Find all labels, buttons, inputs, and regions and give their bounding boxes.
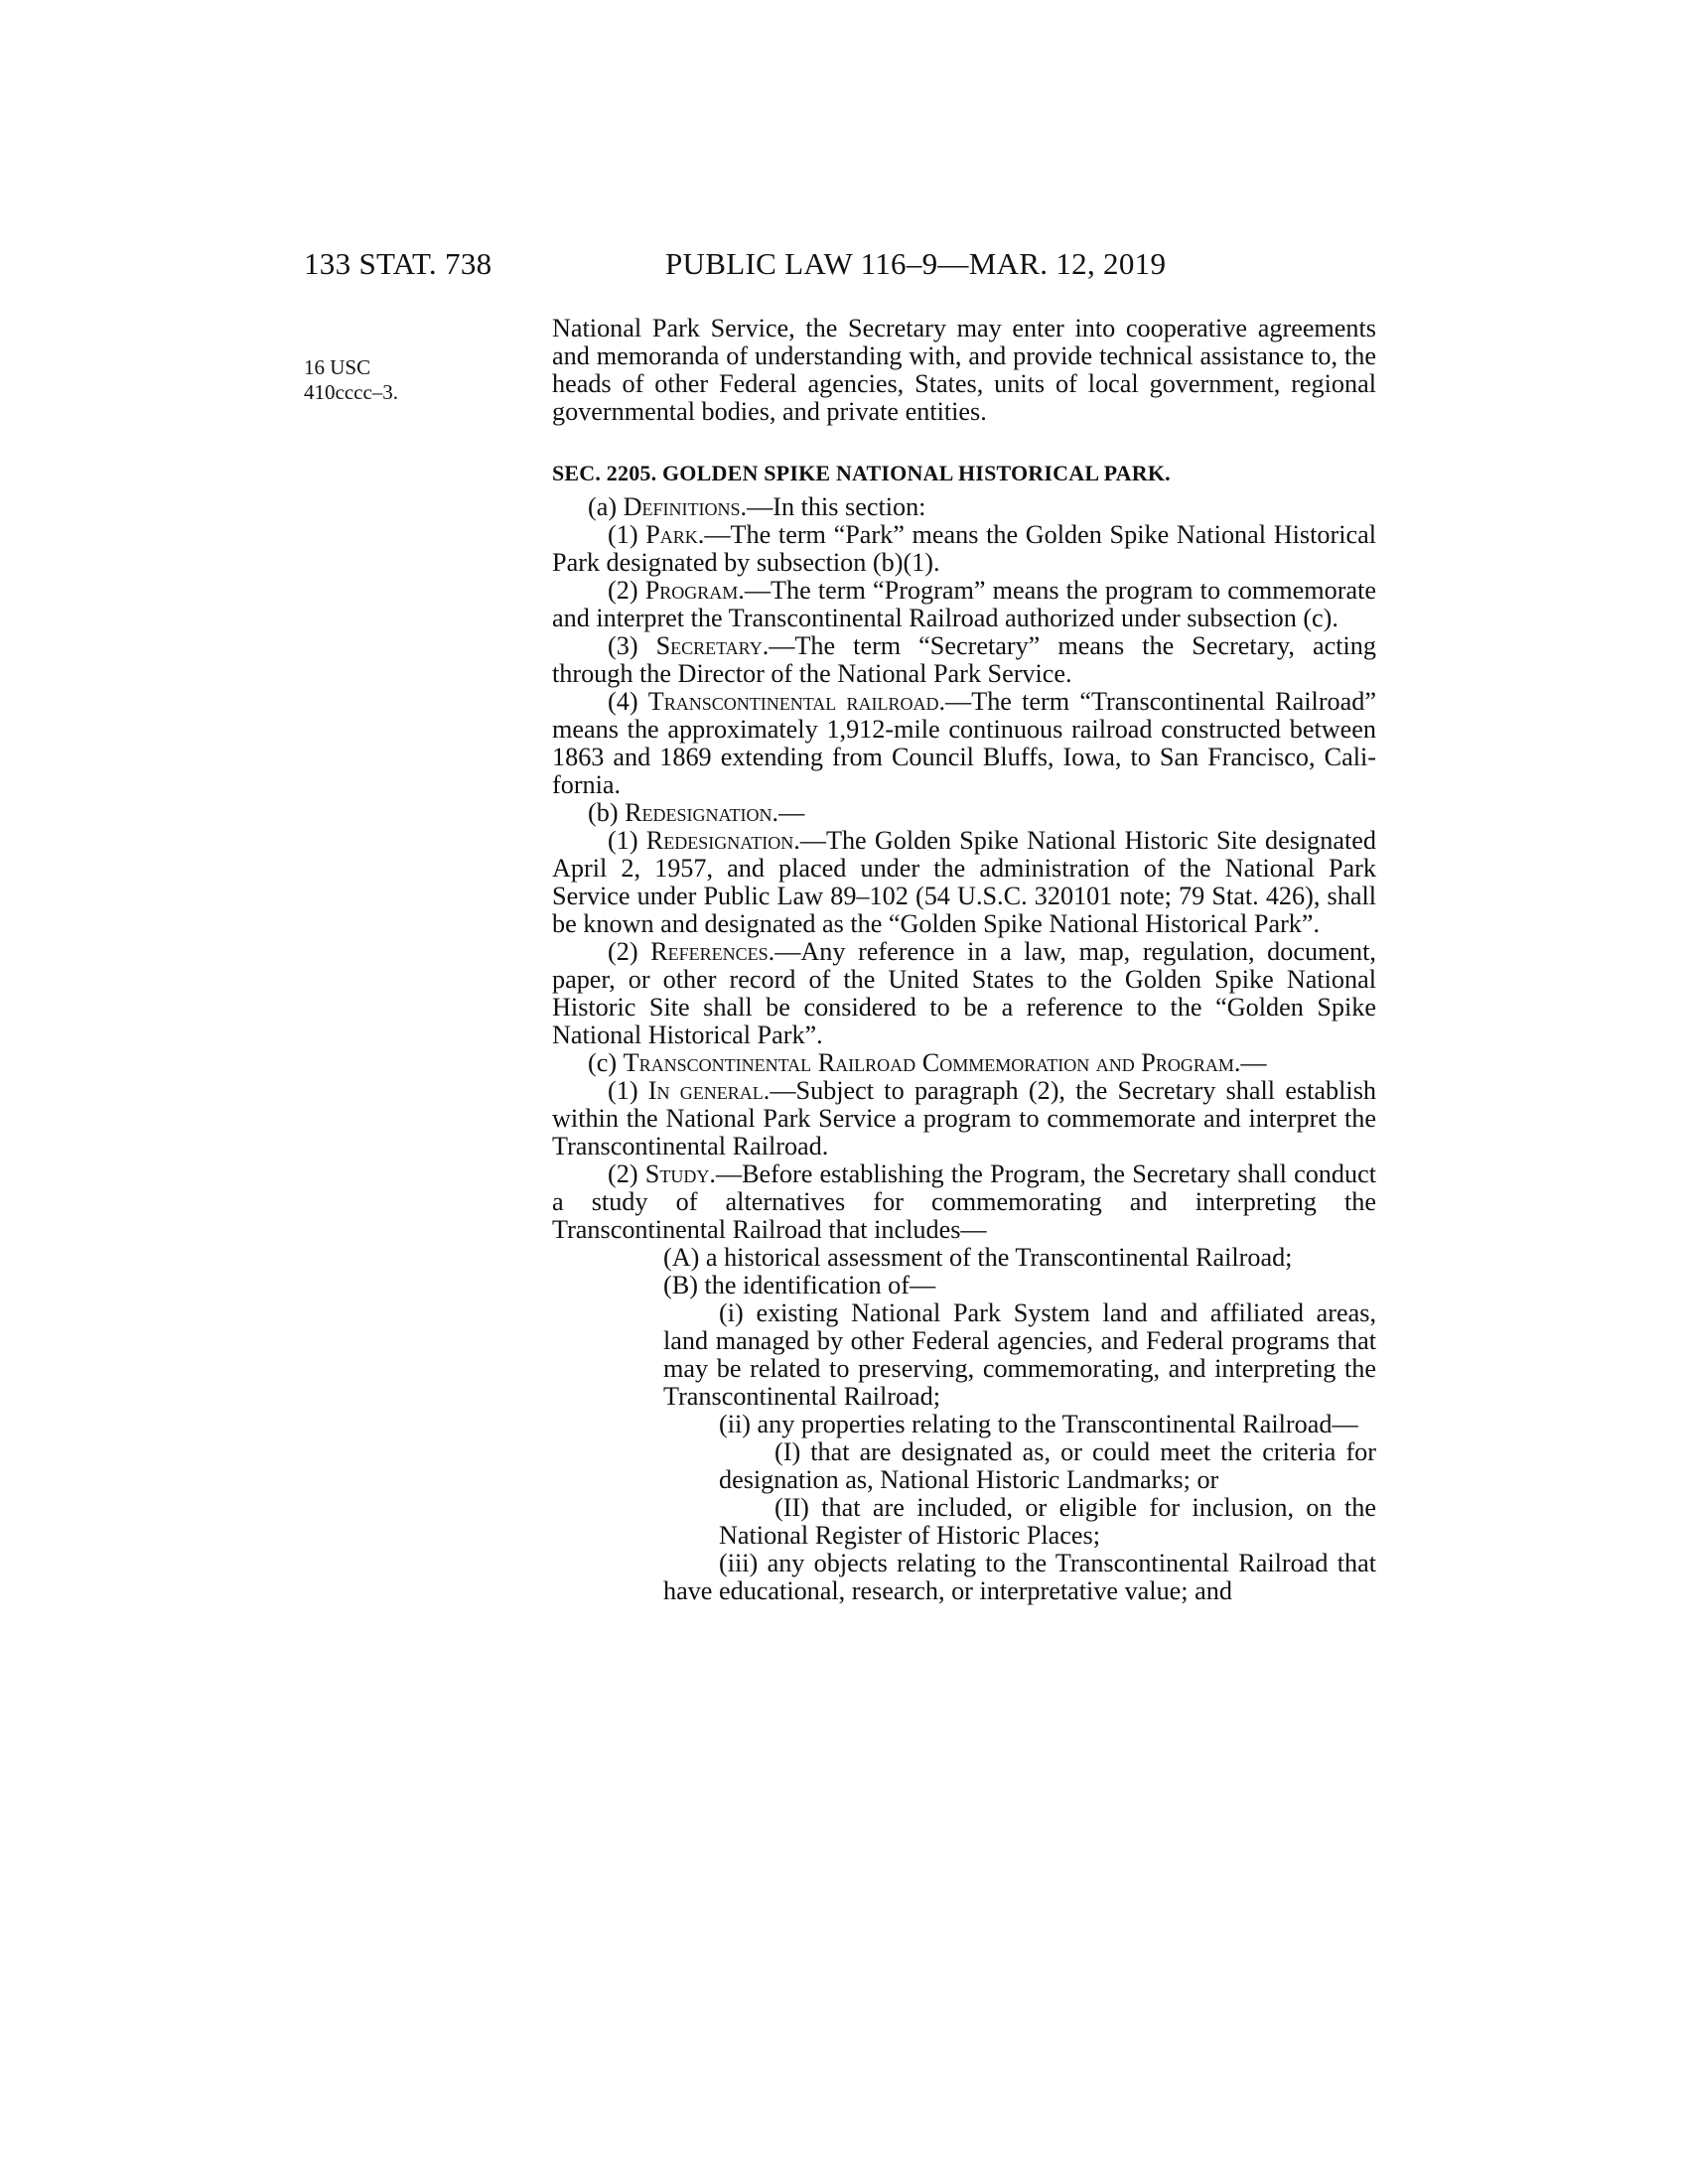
public-law-header: PUBLIC LAW 116–9—MAR. 12, 2019 bbox=[665, 246, 1167, 281]
paragraph-heading: Study bbox=[644, 1160, 710, 1188]
paragraph-label: (1) bbox=[608, 826, 646, 855]
study-item-b bbox=[552, 1272, 1376, 1299]
study-item-b-iii bbox=[552, 1550, 1376, 1605]
definition-transcontinental-railroad bbox=[552, 688, 1376, 799]
paragraph-text: .—The Golden Spike National Historic Site designated April 2, 1957, and placed under the administration of the National Park Service under Public Law 89–102 (54 U.S.C. 320101 note; 79 Stat. 426), shall be known and designated as the “Golden Spike National Historical Park”. bbox=[552, 826, 1376, 938]
study-item-b-ii-II bbox=[552, 1494, 1376, 1550]
paragraph-text: .—The term “Program” means the program to commemorate and interpret the Transcontinental Railroad authorized under subsection (c). bbox=[552, 576, 1376, 632]
study-item-b-ii-I bbox=[552, 1438, 1376, 1494]
subsection-c-heading: Transcontinental Railroad Commemoration and Program bbox=[623, 1048, 1234, 1077]
subsection-c-text: .— bbox=[1233, 1048, 1267, 1077]
paragraph-label: (2) bbox=[608, 1160, 645, 1188]
definition-secretary bbox=[552, 632, 1376, 688]
paragraph-heading: Transcontinental railroad bbox=[647, 687, 939, 716]
paragraph-label: (2) bbox=[608, 937, 651, 966]
subsection-c bbox=[496, 1049, 1376, 1077]
subsection-b-heading: Redesignation bbox=[625, 798, 773, 827]
paragraph-text: .—The term “Park” means the Golden Spike National Historical Park designated by subsection (b)(1). bbox=[552, 520, 1376, 577]
paragraph-heading: Redesignation bbox=[645, 826, 794, 855]
section-heading: SEC. 2205. GOLDEN SPIKE NATIONAL HISTORICAL PARK. bbox=[552, 461, 1171, 485]
subsection-a bbox=[552, 493, 1376, 521]
definition-program bbox=[552, 577, 1376, 632]
paragraph-text: .—Subject to paragraph (2), the Secretary shall establish within the National Park Service a program to commemorate and interpret the Transcontinental Railroad. bbox=[552, 1076, 1376, 1160]
paragraph-label: (2) bbox=[608, 576, 645, 605]
subsection-a-label: (a) bbox=[588, 492, 624, 521]
subsection-a-text: .—In this section: bbox=[740, 492, 926, 521]
subsection-b-label: (b) bbox=[588, 798, 626, 827]
paragraph-label: (4) bbox=[608, 687, 648, 716]
paragraph-label: (1) bbox=[608, 1076, 648, 1105]
paragraph-text: .—The term “Secretary” means the Secretary, acting through the Director of the National Park Service. bbox=[552, 631, 1376, 688]
paragraph-label: (1) bbox=[608, 520, 646, 549]
paragraph-heading: Park bbox=[645, 520, 698, 549]
intro-paragraph: National Park Service, the Secretary may enter into cooperative agreements and memoranda of understanding with, and provide technical assistance to, the heads of other Federal agencies, States, units of local government, regional governmental bodies, and private entities. bbox=[552, 314, 1376, 426]
redesignation-paragraph bbox=[552, 827, 1376, 938]
study-paragraph bbox=[552, 1160, 1376, 1244]
margin-citation bbox=[304, 355, 398, 405]
subsection-c-label: (c) bbox=[588, 1048, 624, 1077]
definition-park bbox=[552, 521, 1376, 577]
study-item-b-ii-text: (ii) any properties relating to the Transcontinental Railroad— bbox=[719, 1410, 1358, 1438]
study-item-a-text: (A) a historical assessment of the Transcontinental Railroad; bbox=[663, 1243, 1293, 1272]
paragraph-heading: Secretary bbox=[655, 631, 763, 660]
study-item-b-ii-I-text: (I) that are designated as, or could meet the criteria for designation as, National Historic Landmarks; or bbox=[719, 1437, 1376, 1494]
subsection-a-heading: Definitions bbox=[623, 492, 741, 521]
subsection-b-text: .— bbox=[772, 798, 805, 827]
study-item-b-i bbox=[552, 1299, 1376, 1411]
margin-citation-line-1: 16 USC bbox=[304, 355, 371, 379]
document-body bbox=[552, 315, 1376, 1605]
references-paragraph bbox=[552, 938, 1376, 1049]
paragraph-text: .—Any reference in a law, map, regulation, document, paper, or other record of the United States to the Golden Spike National Historic Site shall be considered to be a reference to the “Golden Spike National Historical Park”. bbox=[552, 937, 1376, 1049]
study-item-b-ii-II-text: (II) that are included, or eligible for inclusion, on the National Register of Historic Places; bbox=[719, 1493, 1376, 1550]
paragraph-text: .—Before establishing the Program, the Secretary shall conduct a study of alternatives for commemorating and interpreting the Transcontinental Railroad that includes— bbox=[552, 1160, 1376, 1244]
paragraph-label: (3) bbox=[608, 631, 656, 660]
study-item-b-text: (B) the identification of— bbox=[663, 1271, 936, 1299]
statute-page-reference: 133 STAT. 738 bbox=[304, 246, 492, 281]
study-item-b-iii-text: (iii) any objects relating to the Transcontinental Railroad that have educational, research, or interpretative value; and bbox=[663, 1549, 1376, 1605]
paragraph-heading: Program bbox=[644, 576, 739, 605]
paragraph-heading: References bbox=[650, 937, 769, 966]
study-item-b-i-text: (i) existing National Park System land and affiliated areas, land managed by other Federal agencies, and Federal programs that may be related to preserving, commemorating, and interpreting the Transcontinental Railroad; bbox=[663, 1298, 1376, 1411]
in-general-paragraph bbox=[552, 1077, 1376, 1160]
margin-citation-line-2: 410cccc–3. bbox=[304, 380, 399, 404]
study-item-a bbox=[552, 1244, 1376, 1272]
subsection-b bbox=[552, 799, 1376, 827]
paragraph-text: .—The term “Transcontinental Railroad” means the approximately 1,912-mile continuous railroad constructed between 1863 and 1869 extending from Council Bluffs, Iowa, to San Francisco, California. bbox=[552, 687, 1376, 799]
paragraph-heading: In general bbox=[647, 1076, 764, 1105]
study-item-b-ii bbox=[552, 1411, 1376, 1438]
